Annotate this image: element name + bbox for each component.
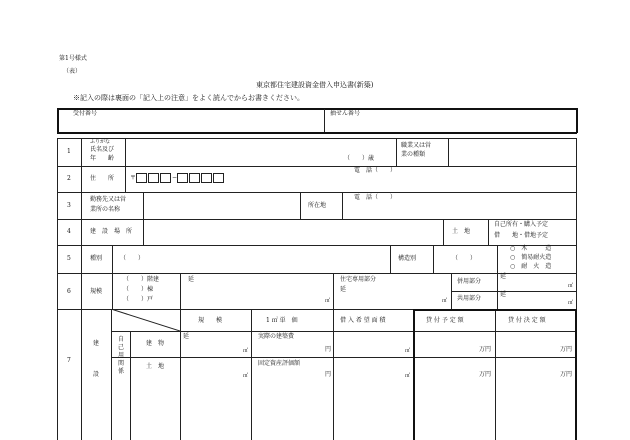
row7-col5 [495, 309, 496, 440]
col-planned-loan-header: 貸 付 予 定 額 [426, 317, 464, 324]
row3-loc-divider-left [300, 192, 301, 219]
work-phone-label: 電 話（ ） [354, 194, 397, 201]
structure-option-semi-fireproof[interactable]: ○ 簡易耐火造 [510, 254, 552, 261]
row6-number: 6 [67, 288, 71, 295]
col-requested-area-header: 借 入 希 望 面 積 [340, 317, 386, 324]
row7-col3 [333, 309, 334, 440]
diagonal-header-cell [111, 309, 180, 331]
land-price-unit: 円 [325, 371, 332, 378]
postal-digit-box [213, 173, 224, 183]
row5-struct-divider-right [433, 245, 434, 273]
row6-label-divider [112, 273, 113, 309]
building-price-unit: 円 [325, 346, 332, 353]
home-phone-label: 電 話（ ） [354, 167, 397, 174]
front-side-label: （表） [63, 68, 82, 75]
row6-shared-split [451, 291, 577, 292]
row4-number: 4 [67, 228, 71, 235]
land-decided-unit: 万円 [560, 371, 573, 378]
row3-loc-divider-right [342, 192, 343, 219]
row5-options-divider [497, 245, 498, 273]
assessed-value-label: 固定資産評価額 [258, 360, 301, 367]
land-row-label: 土 地 [146, 363, 165, 370]
buildings-field[interactable]: （ ）棟 [123, 286, 154, 293]
instruction-note: ※記入の際は裏面の「記入上の注意」をよく読んでからお書きください。 [73, 94, 304, 102]
reception-box-left [57, 108, 59, 133]
land-planned-unit: 万円 [479, 371, 492, 378]
row1-number: 1 [67, 148, 71, 155]
loan-box-right-bold [575, 309, 577, 440]
row4-land-divider-right [488, 219, 489, 245]
building-decided-unit: 万円 [560, 346, 573, 353]
land-area-unit: ㎡ [243, 373, 249, 379]
total-floor-area-unit: ㎡ [325, 298, 331, 304]
loan-box-top-bold [413, 309, 577, 311]
reception-box-top [57, 108, 577, 110]
row1-label-divider [125, 138, 126, 166]
row6-residential-divider [333, 273, 334, 309]
document-title: 東京都住宅建設資金借入申込書(新築) [256, 81, 374, 89]
row5-number: 5 [67, 255, 71, 262]
row5-bottom [57, 273, 577, 274]
row4-land-divider-left [443, 219, 444, 245]
postal-code-field[interactable] [130, 173, 225, 183]
land-ownership-option-1[interactable]: 自己所有・購入予定 [494, 221, 549, 228]
structure-option-wood[interactable]: ○ 木 造 [510, 245, 552, 252]
land-label: 土 地 [452, 228, 471, 235]
diagonal-line [111, 309, 180, 331]
combined-use-label: 併用部分 [457, 278, 482, 285]
reception-box-right [576, 108, 578, 133]
row4-label-divider [143, 219, 144, 245]
common-use-unit: ㎡ [568, 300, 574, 306]
row7-col4-bold [413, 309, 415, 440]
actual-cost-label: 実際の建築費 [258, 333, 295, 340]
row2-label-divider [125, 166, 126, 192]
table-left-border [57, 138, 58, 440]
self-use-divider [130, 331, 131, 440]
name-label: 氏名及び [90, 146, 115, 153]
row7-col1 [180, 309, 181, 440]
row4-bottom [57, 245, 577, 246]
row3-bottom [57, 219, 577, 220]
type-label: 種別 [90, 255, 103, 262]
postal-digit-box [148, 173, 159, 183]
number-column-divider [81, 138, 82, 440]
row1-bottom [57, 166, 577, 167]
structure-label: 構造別 [398, 255, 417, 262]
row2-bottom [57, 192, 577, 193]
row5-label-divider [112, 245, 113, 273]
total-floor-area-label: 延 [188, 276, 195, 283]
reception-number-label: 受付番号 [73, 110, 98, 117]
lottery-number-label: 抽せん番号 [330, 110, 361, 117]
postal-digit-box [136, 173, 147, 183]
reception-box-bottom [57, 132, 577, 134]
row6-count-divider [180, 273, 181, 309]
row5-struct-divider-left [390, 245, 391, 273]
postal-digit-box [201, 173, 212, 183]
col-decided-loan-header: 貸 付 決 定 額 [508, 317, 546, 324]
residential-area-nobe: 延 [340, 286, 347, 293]
common-use-label: 共用部分 [457, 295, 482, 302]
row1-job-divider-right [448, 138, 449, 166]
postal-digit-box [189, 173, 200, 183]
occupation-label: 職業又は営 [401, 142, 432, 149]
row7-col2 [251, 309, 252, 440]
workplace-label-2: 業所の名称 [90, 206, 121, 213]
self-use-label: 自己用関係 [118, 336, 125, 375]
row1-job-divider-left [396, 138, 397, 166]
structure-value-field[interactable]: （ ） [452, 255, 477, 262]
building-label: 建 物 [146, 340, 165, 347]
construction-site-label: 建 設 場 所 [90, 228, 133, 235]
furigana-label: ふりがな [90, 139, 111, 145]
row3-number: 3 [67, 202, 71, 209]
postal-dash: − [172, 174, 178, 182]
col-scale-header: 規 模 [198, 317, 223, 324]
table-top-border [57, 138, 577, 139]
building-area-unit: ㎡ [243, 348, 249, 354]
postal-mark: 〒 [130, 174, 137, 182]
building-requested-unit: ㎡ [405, 348, 411, 354]
age-value-field[interactable]: （ ）歳 [344, 155, 375, 162]
scale-label: 規模 [90, 288, 103, 295]
postal-digit-box [177, 173, 188, 183]
construction-side-1: 建 [93, 340, 100, 347]
units-field[interactable]: （ ）戸 [123, 296, 154, 303]
location-label: 所在地 [308, 202, 327, 209]
workplace-label: 勤務先又は営 [90, 196, 127, 203]
land-requested-unit: ㎡ [405, 373, 411, 379]
combined-use-nobe: 延 [500, 273, 507, 280]
building-nobe: 延 [183, 333, 190, 340]
col-unit-price-header: 1 ㎡ 単 価 [266, 317, 298, 324]
form-number: 第1号様式 [59, 55, 87, 62]
row2-number: 2 [67, 175, 71, 182]
construction-side-2: 設 [93, 371, 100, 378]
age-label: 年 齢 [90, 155, 115, 162]
structure-option-fireproof[interactable]: ○ 耐 火 造 [510, 263, 552, 270]
occupation-label-2: 業の種類 [401, 151, 426, 158]
reception-box-divider [324, 109, 325, 132]
common-use-nobe: 延 [500, 291, 507, 298]
address-label: 住 所 [90, 175, 115, 182]
building-planned-unit: 万円 [479, 346, 492, 353]
floors-field[interactable]: （ ）階建 [123, 276, 160, 283]
type-value-field[interactable]: （ ） [120, 255, 145, 262]
postal-digit-box [160, 173, 171, 183]
residential-area-label: 住宅専用部分 [340, 276, 377, 283]
row7-number: 7 [67, 357, 71, 364]
residential-area-unit: ㎡ [442, 298, 448, 304]
row3-label-divider [143, 192, 144, 219]
combined-use-unit: ㎡ [568, 283, 574, 289]
land-ownership-option-2[interactable]: 借 地・借地予定 [494, 232, 549, 239]
